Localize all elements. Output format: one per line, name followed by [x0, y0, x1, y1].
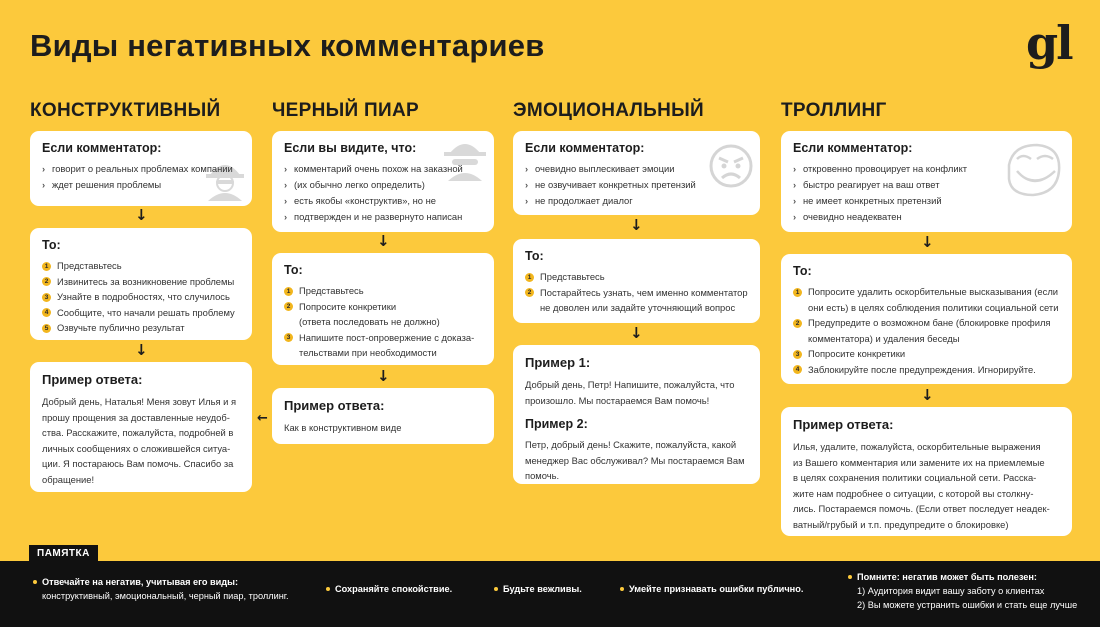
example-line: ства. Расскажите, пожалуйста, подробней в	[42, 427, 234, 438]
heading-black-pr: ЧЕРНЫЙ ПИАР	[272, 100, 419, 121]
example-line: лись. Постараемся помочь. (Если ответ последует неадек-	[793, 503, 1050, 514]
memo-tag: ПАМЯТКА	[29, 545, 98, 562]
emotional-condition-item: › не озвучивает конкретных претензий	[525, 177, 748, 193]
example-line: Добрый день, Наталья! Меня зовут Илья и я	[42, 396, 237, 407]
footer-tip-5-line: 1) Аудитория видит вашу заботу о клиентах	[857, 586, 1045, 596]
black-pr-condition-title: Если вы видите, что:	[284, 141, 417, 155]
logo: gl	[1026, 16, 1072, 70]
trolling-condition-card	[781, 131, 1072, 232]
example-line: менеджер Вас обслуживал? Мы постараемся Вам	[525, 454, 745, 466]
constructive-action-item: 3 Узнайте в подробностях, что случилось	[42, 289, 240, 305]
constructive-action-item: 5 Озвучьте публично результат	[42, 320, 240, 336]
footer-tip-3: Будьте вежливы.	[503, 582, 582, 596]
black-pr-condition-card	[272, 131, 494, 232]
footer-tip-1-text: конструктивный, эмоциональный, черный пиар, троллинг.	[42, 591, 289, 601]
black-pr-action-item: 3 Напишите пост-опровержение с доказа-	[284, 330, 482, 346]
example-line: в целях сохранения политики социальной сети. Расска-	[793, 472, 1037, 483]
constructive-action-item: 4 Сообщите, что начали решать проблему	[42, 305, 240, 321]
constructive-example-title: Пример ответа:	[42, 372, 143, 387]
emotional-action-title: То:	[525, 249, 544, 263]
emotional-example-card	[513, 345, 760, 484]
trolling-condition-item: › не имеет конкретных претензий	[793, 193, 1060, 209]
trolling-action-item: 3 Попросите конкретики	[793, 346, 1060, 362]
emotional-action-item: 2 Постарайтесь узнать, чем именно комментатор	[525, 285, 748, 301]
arrow-left-icon: ←	[257, 411, 268, 426]
example-line: Добрый день, Петр! Напишите, пожалуйста, что	[525, 379, 735, 390]
example-line: ватный/грубый и т.п. предупредите о блокировке)	[793, 518, 1009, 530]
footer-tip-1-title: Отвечайте на негатив, учитывая его виды:	[42, 577, 239, 587]
footer-tip-5	[857, 570, 1077, 612]
trolling-action-item: комментатора) и удаления беседы	[808, 332, 960, 344]
example-line: из Вашего комментария или замените их на приемлемые	[793, 456, 1045, 468]
constructive-condition-item: › говорит о реальных проблемах компании	[42, 161, 240, 177]
trolling-action-item: 1 Попросите удалить оскорбительные высказывания (если	[793, 284, 1060, 300]
trolling-action-item: они есть) в целях соблюдения политики социальной сети	[808, 301, 1059, 313]
black-pr-action-item: тельствами при необходимости	[299, 347, 437, 358]
black-pr-condition-item: › есть якобы «конструктив», но не	[284, 193, 482, 209]
black-pr-action-title: То:	[284, 263, 303, 277]
trolling-action-title: То:	[793, 264, 812, 278]
emotional-action-item: 1 Представьтесь	[525, 269, 748, 285]
emotional-action-card	[513, 239, 760, 323]
trolling-example-card	[781, 407, 1072, 536]
black-pr-example-card	[272, 388, 494, 444]
constructive-example-card	[30, 362, 252, 492]
black-pr-action-card	[272, 253, 494, 365]
arrow-down-icon: ↓	[135, 341, 148, 359]
trolling-condition-item: › быстро реагирует на ваш ответ	[793, 177, 1060, 193]
footer	[0, 561, 1100, 627]
footer-tip-5-line: 2) Вы можете устранить ошибки и стать еще лучше	[857, 600, 1078, 610]
black-pr-action-item: (ответа последовать не должно)	[299, 316, 440, 327]
arrow-down-icon: ↓	[135, 206, 148, 224]
emotional-example2-title: Пример 2:	[525, 417, 588, 431]
emotional-action-item: не доволен или задайте уточняющий вопрос	[540, 302, 736, 313]
black-pr-condition-item: › (их обычно легко определить)	[284, 177, 482, 193]
constructive-action-item: 2 Извинитесь за возникновение проблемы	[42, 274, 240, 290]
emotional-condition-card	[513, 131, 760, 215]
constructive-action-item: 1 Представьтесь	[42, 258, 240, 274]
black-pr-condition-item: › комментарий очень похож на заказной	[284, 161, 482, 177]
trolling-example-title: Пример ответа:	[793, 417, 894, 432]
trolling-condition-item: › очевидно неадекватен	[793, 209, 1060, 225]
trolling-condition-item: › откровенно провоцирует на конфликт	[793, 161, 1060, 177]
arrow-down-icon: ↓	[630, 216, 643, 234]
trolling-action-item: 2 Предупредите о возможном бане (блокировке профиля	[793, 315, 1060, 331]
heading-emotional: ЭМОЦИОНАЛЬНЫЙ	[513, 100, 704, 121]
arrow-down-icon: ↓	[921, 386, 934, 404]
heading-trolling: ТРОЛЛИНГ	[781, 100, 887, 121]
emotional-example1-title: Пример 1:	[525, 355, 591, 370]
constructive-action-title: То:	[42, 238, 61, 252]
emotional-condition-item: › не продолжает диалог	[525, 193, 748, 209]
example-line: обращение!	[42, 473, 95, 485]
trolling-condition-title: Если комментатор:	[793, 141, 913, 155]
emotional-condition-item: › очевидно выплескивает эмоции	[525, 161, 748, 177]
footer-tip-5-title: Помните: негатив может быть полезен:	[857, 572, 1037, 582]
heading-constructive: КОНСТРУКТИВНЫЙ	[30, 100, 221, 121]
arrow-down-icon: ↓	[377, 367, 390, 385]
example-line: Илья, удалите, пожалуйста, оскорбительные выражения	[793, 441, 1041, 452]
black-pr-action-item: 1 Представьтесь	[284, 283, 482, 299]
page-title: Виды негативных комментариев	[30, 28, 545, 63]
example-line: прошу прощения за доставленные неудоб-	[42, 411, 230, 423]
black-pr-action-item: 2 Попросите конкретики	[284, 299, 482, 315]
footer-tip-4: Умейте признавать ошибки публично.	[629, 582, 803, 596]
trolling-action-item: 4 Заблокируйте после предупреждения. Игнорируйте.	[793, 362, 1060, 378]
example-line: Как в конструктивном виде	[284, 422, 402, 433]
footer-tip-1	[42, 575, 289, 603]
example-line: помочь.	[525, 470, 560, 481]
emotional-condition-title: Если комментатор:	[525, 141, 645, 155]
example-line: произошло. Мы постараемся Вам помочь!	[525, 394, 710, 406]
example-line: Петр, добрый день! Скажите, пожалуйста, какой	[525, 439, 737, 450]
arrow-down-icon: ↓	[630, 324, 643, 342]
trolling-action-card	[781, 254, 1072, 384]
footer-tip-2: Сохраняйте спокойствие.	[335, 582, 452, 596]
arrow-down-icon: ↓	[921, 233, 934, 251]
arrow-down-icon: ↓	[377, 232, 390, 250]
constructive-condition-title: Если комментатор:	[42, 141, 162, 155]
example-line: личных сообщениях о сложившейся ситуа-	[42, 442, 231, 454]
black-pr-example-title: Пример ответа:	[284, 398, 385, 413]
constructive-action-card	[30, 228, 252, 340]
example-line: ции. Я постараюсь Вам помочь. Спасибо за	[42, 458, 234, 469]
black-pr-condition-item: › подтвержден и не развернуто написан	[284, 209, 482, 225]
constructive-condition-card	[30, 131, 252, 206]
example-line: жите нам подробнее о ситуации, с которой вы столкну-	[793, 487, 1034, 499]
constructive-condition-item: › ждет решения проблемы	[42, 177, 240, 193]
